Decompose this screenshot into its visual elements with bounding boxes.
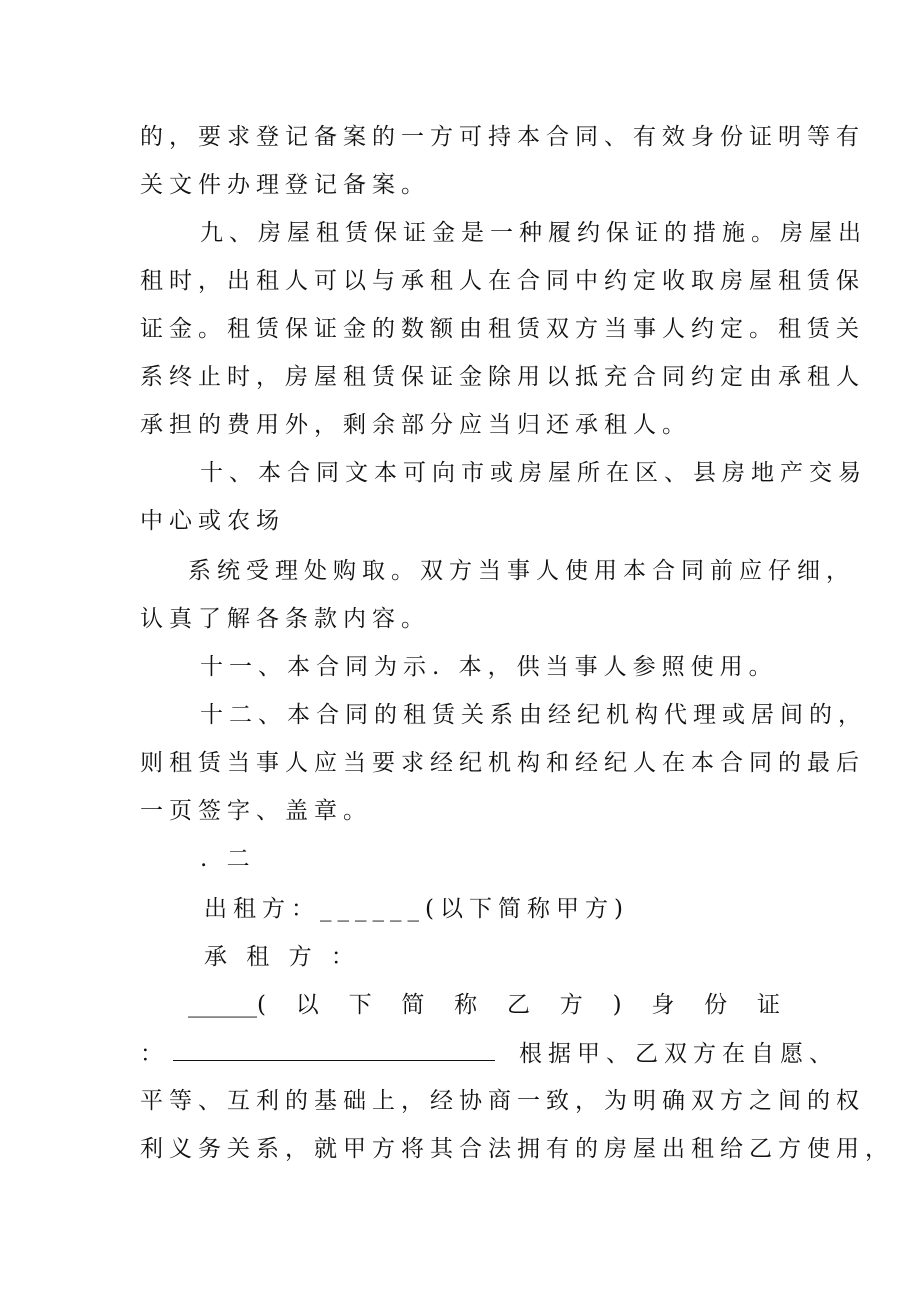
text-line: 系统受理处购取。双方当事人使用本合同前应仔细， (188, 558, 855, 584)
id-suffix: 根据甲、乙双方在自愿、 (519, 1041, 838, 1067)
spread-token: ) (612, 992, 622, 1018)
text-line: 系终止时，房屋租赁保证金除用以抵充合同约定由承租人 (140, 364, 865, 390)
lessee-id-line (188, 990, 780, 1020)
spread-token: 证 (756, 992, 780, 1018)
text-line: 利义务关系，就甲方将其合法拥有的房屋出租给乙方使用， (140, 1136, 894, 1162)
text-line: 则租赁当事人应当要求经纪机构和经纪人在本合同的最后 (140, 750, 865, 776)
spread-token: 称 (454, 992, 478, 1018)
spread-token: 乙 (506, 992, 530, 1018)
lessor-line: 出租方：______(以下简称甲方) (204, 896, 629, 922)
clause-11-line: 十一、本合同为示. 本，供当事人参照使用。 (200, 654, 778, 680)
text-line: 证金。租赁保证金的数额由租赁双方当事人约定。租赁关 (140, 316, 865, 342)
lessee-label: 承 租 方 ： (204, 944, 360, 970)
text-line: 平等、互利的基础上，经协商一致，为明确双方之间的权 (140, 1088, 865, 1114)
clause-9-line: 九、房屋租赁保证金是一种履约保证的措施。房屋出 (200, 220, 867, 246)
spread-token: 份 (704, 992, 728, 1018)
spread-token: 方 (559, 992, 583, 1018)
text-line: 一页签字、盖章。 (140, 798, 372, 824)
id-blank (173, 1038, 495, 1061)
id-prefix: ： (140, 1041, 169, 1067)
spread-token: 以 (295, 992, 319, 1018)
id-number-line (140, 1038, 838, 1069)
text-line: 租时，出租人可以与承租人在合同中约定收取房屋租赁保 (140, 268, 865, 294)
text-line: 中心或农场 (140, 508, 285, 534)
spread-token: 简 (401, 992, 425, 1018)
text-line: 的，要求登记备案的一方可持本合同、有效身份证明等有 (140, 124, 865, 150)
section-marker: . 二 (200, 846, 256, 872)
spread-token: 身 (651, 992, 675, 1018)
text-line: 承担的费用外，剩余部分应当归还承租人。 (140, 412, 691, 438)
text-line: 认真了解各条款内容。 (140, 606, 430, 632)
clause-10-line: 十、本合同文本可向市或房屋所在区、县房地产交易 (200, 460, 867, 486)
text-line: 关文件办理登记备案。 (140, 172, 430, 198)
spread-token: 下 (348, 992, 372, 1018)
spread-token: ______( (188, 992, 266, 1018)
clause-12-line: 十二、本合同的租赁关系由经纪机构代理或居间的， (200, 702, 867, 728)
